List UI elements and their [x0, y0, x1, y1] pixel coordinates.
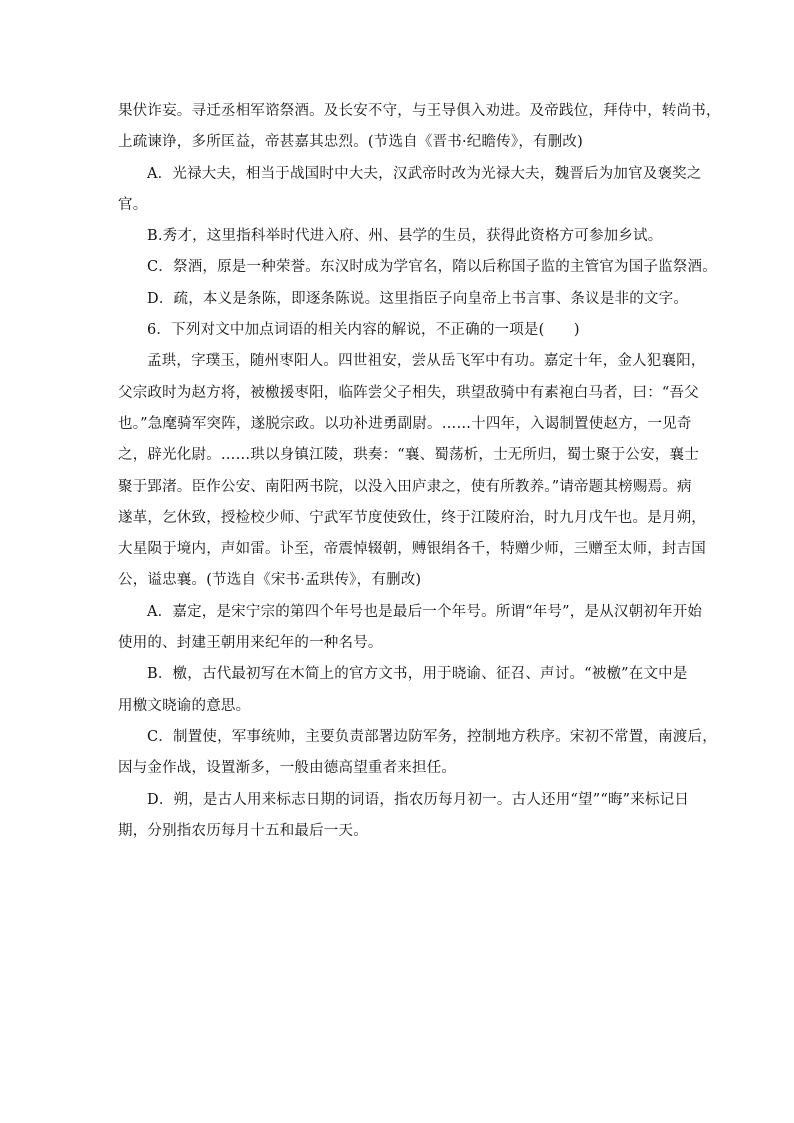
q6-passage-line-6: 遂革，乞休致，授检校少师、宁武军节度使致仕，终于江陵府治，时九月戊午也。是月朔， — [118, 509, 706, 526]
q6-option-c-line-2: 因与金作战，设置渐多，一般由德高望重者来担任。 — [118, 760, 457, 777]
q5-option-c: C．祭酒，原是一种荣誉。东汉时成为学官名，隋以后称国子监的主管官为国子监祭酒。 — [147, 259, 717, 276]
passage-5-line-2: 上疏谏诤，多所匡益，帝甚嘉其忠烈。(节选自《晋书·纪瞻传》，有删改) — [118, 134, 583, 151]
q5-option-a-line-2: 官。 — [118, 196, 148, 213]
q5-option-b: B.秀才，这里指科举时代进入府、州、县学的生员，获得此资格方可参加乡试。 — [147, 228, 663, 245]
q6-stem: 6．下列对文中加点词语的相关内容的解说，不正确的一项是( ) — [147, 322, 580, 339]
q5-option-d: D．疏，本义是条陈，即逐条陈说。这里指臣子向皇帝上书言事、条议是非的文字。 — [147, 290, 689, 307]
q6-passage-line-8: 公，谥忠襄。(节选自《宋书·孟珙传》，有删改) — [118, 572, 422, 589]
q6-passage-line-1: 孟珙，字璞玉，随州枣阳人。四世祖安，尝从岳飞军中有功。嘉定十年，金人犯襄阳， — [147, 353, 706, 370]
passage-5-line-1: 果伏诈妄。寻迁丞相军谘祭酒。及长安不守，与王导俱入劝进。及帝践位，拜侍中，转尚书， — [118, 103, 721, 119]
q6-option-b-line-1: B．檄，古代最初写在木简上的官方文书，用于晓谕、征召、声讨。“被檄”在文中是 — [147, 666, 688, 683]
q6-passage-line-4: 之，辟光化尉。……珙以身镇江陵，珙奏：“襄、蜀荡析，士无所归，蜀士聚于公安，襄士 — [118, 447, 699, 464]
q6-option-a-line-2: 使用的、封建王朝用来纪年的一种名号。 — [118, 635, 383, 652]
q5-option-a-line-1: A．光禄大夫，相当于战国时中大夫，汉武帝时改为光禄大夫，魏晋后为加官及褒奖之 — [147, 165, 702, 182]
q6-passage-line-3: 也。”急麾骑军突阵，遂脱宗政。以功补进勇副尉。……十四年，入谒制置使赵方，一见奇 — [118, 415, 692, 432]
q6-passage-line-7: 大星陨于境内，声如雷。讣至，帝震悼辍朝，赙银绢各千，特赠少师，三赠至太师，封吉国 — [118, 541, 706, 558]
document-body — [118, 96, 721, 847]
q6-option-d-line-1: D．朔，是古人用来标志日期的词语，指农历每月初一。古人还用“望”“晦”来标记日 — [147, 791, 690, 808]
q6-option-d-line-2: 期，分别指农历每月十五和最后一天。 — [118, 822, 368, 839]
q6-option-b-line-2: 用檄文晓谕的意思。 — [118, 697, 251, 714]
q6-option-c-line-1: C．制置使，军事统帅，主要负责部署边防军务，控制地方秩序。宋初不常置，南渡后， — [147, 728, 717, 745]
q6-passage-line-2: 父宗政时为赵方将，被檄援枣阳，临阵尝父子相失，珙望敌骑中有素袍白马者，曰：“吾父 — [118, 384, 699, 401]
q6-option-a-line-1: A．嘉定，是宋宁宗的第四个年号也是最后一个年号。所谓“年号”，是从汉朝初年开始 — [147, 603, 703, 620]
q6-passage-line-5: 聚于郢渚。臣作公安、南阳两书院，以没入田庐隶之，使有所教养。”请帝题其榜赐焉。病 — [118, 478, 692, 495]
